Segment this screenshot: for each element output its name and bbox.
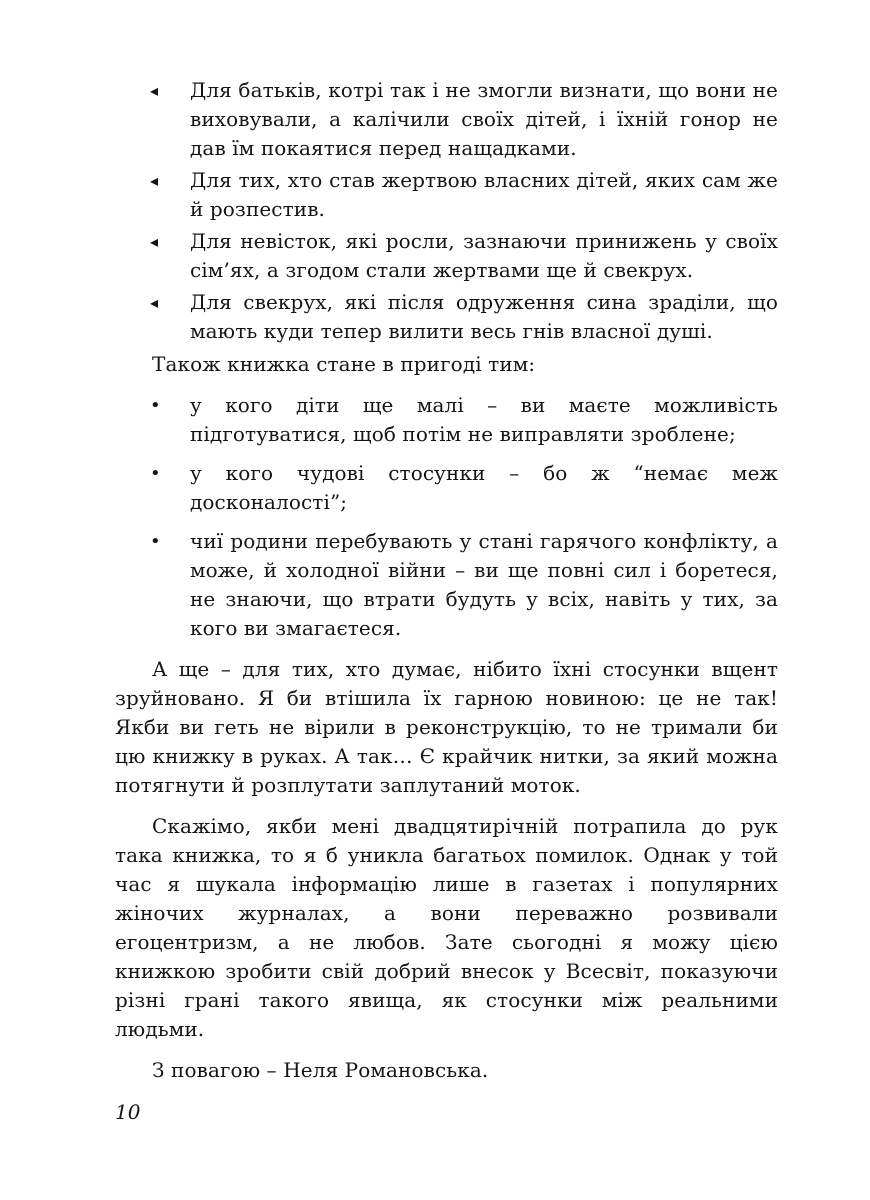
list-item bbox=[115, 459, 778, 517]
body-paragraph-2: Скажімо, якби мені двадцятирічній потрапила до рук така книжка, то я б уникла багатьох помилок. Однак у той час я шукала інформацію лише в газетах і популярних жіночих журналах, а вони переважно розвивали егоцентризм, а не любов. Зате сьогодні я можу цією книжкою зробити свій добрий внесок у Всесвіт, показуючи різні грані такого явища, як стосунки між реальними людьми. bbox=[115, 814, 778, 1041]
list-item bbox=[115, 391, 778, 449]
list-item-text: у кого діти ще малі – ви маєте можливість підготуватися, щоб потім не виправляти зроблене; bbox=[190, 393, 778, 446]
audience-list bbox=[115, 391, 778, 643]
arrow-bullet-icon: ◂ bbox=[150, 81, 159, 100]
signature-paragraph: З повагою – Неля Романовська. bbox=[152, 1058, 489, 1082]
arrow-bullet-icon: ◂ bbox=[150, 171, 159, 190]
body-paragraph-1: А ще – для тих, хто думає, нібито їхні стосунки вщент зруйновано. Я би втішила їх гарною новиною: це не так! Якби ви геть не вірили в реконструкцію, то не тримали би цю книжку в руках. А так… Є крайчик нитки, за який можна потягнути й розплутати заплутаний моток. bbox=[115, 657, 778, 797]
list-item bbox=[115, 227, 778, 285]
arrow-bullet-icon: ◂ bbox=[150, 293, 159, 312]
dedication-list bbox=[115, 76, 778, 346]
list-item bbox=[115, 166, 778, 224]
list-item-text: чиї родини перебувають у стані гарячого конфлікту, а може, й холодної війни – ви ще повні сил і боретеся, не знаючи, що втрати будуть у всіх, навіть у тих, за кого ви змагаєтеся. bbox=[190, 529, 778, 640]
page-number: 10 bbox=[115, 1100, 141, 1124]
list-item bbox=[115, 76, 778, 163]
dot-bullet-icon: • bbox=[150, 531, 161, 552]
list-item-text: Для батьків, котрі так і не змогли визнати, що вони не виховували, а калічили своїх дітей, і їхній гонор не дав їм покаятися перед нащадками. bbox=[190, 78, 778, 160]
list-item-text: у кого чудові стосунки – бо ж “немає меж досконалості”; bbox=[190, 461, 778, 514]
lead-in-paragraph: Також книжка стане в пригоді тим: bbox=[152, 352, 536, 376]
list-item bbox=[115, 527, 778, 643]
page-content bbox=[115, 76, 778, 1085]
arrow-bullet-icon: ◂ bbox=[150, 232, 159, 251]
list-item bbox=[115, 288, 778, 346]
list-item-text: Для тих, хто став жертвою власних дітей, яких сам же й розпестив. bbox=[190, 168, 778, 221]
dot-bullet-icon: • bbox=[150, 463, 161, 484]
dot-bullet-icon: • bbox=[150, 395, 161, 416]
list-item-text: Для свекрух, які після одруження сина зраділи, що мають куди тепер вилити весь гнів власної душі. bbox=[190, 290, 778, 343]
list-item-text: Для невісток, які росли, зазнаючи принижень у своїх сім’ях, а згодом стали жертвами ще й свекрух. bbox=[190, 229, 778, 282]
